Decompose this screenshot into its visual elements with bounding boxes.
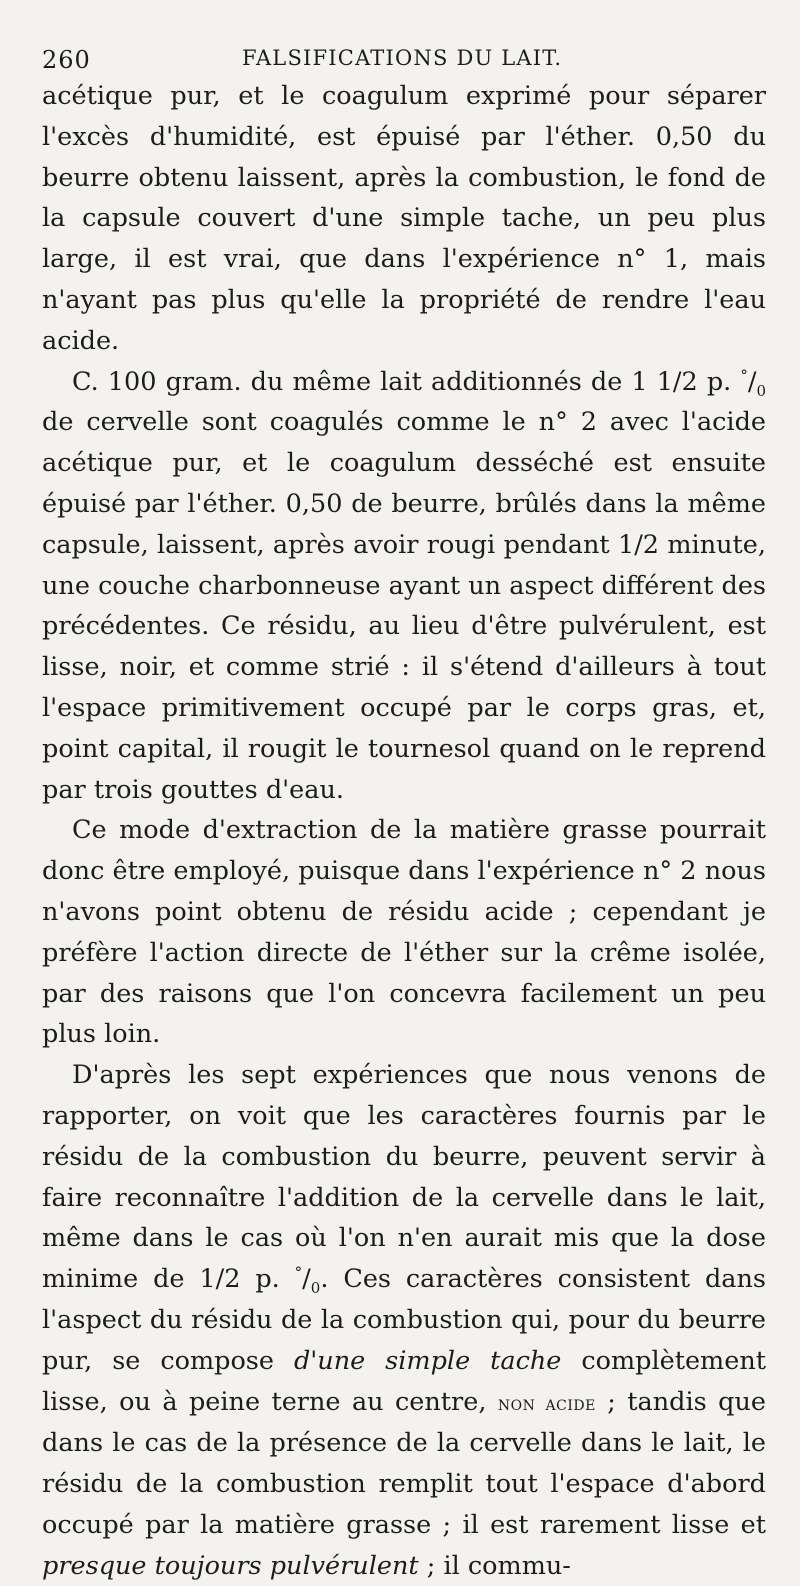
page-number: 260 (42, 46, 91, 74)
paragraph-4-text-d: ; tandis que dans le cas de la présence de la cervelle dans le lait, le résidu de la combustion remplit tout l'espace d'abord occupé par la matière grasse ; il est rarement lisse et (42, 1386, 766, 1540)
paragraph-2: C. 100 gram. du même lait additionnés de 1 1/2 p. $^\circ/_0$ de cervelle sont coagulés comme le n° 2 avec l'acide acétique pur, et le coagulum desséché est ensuite épuisé par l'éther. 0,50 de beurre, brûlés dans la même capsule, laissent, après avoir rougi pendant 1/2 minute, une couche charbonneuse ayant un aspect différent des précédentes. Ce résidu, au lieu d'être pulvérulent, est lisse, noir, et comme strié : il s'étend d'ailleurs à tout l'espace primitivement occupé par le corps gras, et, point capital, il rougit le tournesol quand on le reprend par trois gouttes d'eau. (42, 366, 766, 805)
paragraph-1 (42, 76, 766, 362)
italic-phrase-1: d'une simple tache (293, 1345, 562, 1376)
paragraph-4-text-b: . Ces caractères consistent dans l'aspect du résidu de la combustion qui, pour du beurre pur, se compose (42, 1264, 766, 1376)
paragraph-2-text-b: de cervelle sont coagulés comme le n° 2 avec l'acide acétique pur, et le coagulum desséché est ensuite épuisé par l'éther. 0,50 de beurre, brûlés dans la même capsule, laissent, après avoir rougi pendant 1/2 minute, une couche charbonneuse ayant un aspect différent des précédentes. Ce résidu, au lieu d'être pulvérulent, est lisse, noir, et comme strié : il s'étend d'ailleurs à tout l'espace primitivement occupé par le corps gras, et, point capital, il rougit le tournesol quand on le reprend par trois gouttes d'eau. (42, 407, 766, 805)
paragraph-3-text: Ce mode d'extraction de la matière grasse pourrait donc être employé, puisque dans l'expérience n° 2 nous n'avons point obtenu de résidu acide ; cependant je préfère l'action directe de l'éther sur la crême isolée, par des raisons que l'on concevra facilement un peu plus loin. (42, 815, 766, 1050)
running-title: FALSIFICATIONS DU LAIT. (242, 46, 563, 70)
paragraph-2-text-a: C. 100 gram. du même lait additionnés de 1 1/2 p. (72, 366, 741, 397)
paragraph-4: D'après les sept expériences que nous venons de rapporter, on voit que les caractères fournis par le résidu de la combustion du beurre, peuvent servir à faire reconnaître l'addition de la cervelle dans le lait, même dans le cas où l'on n'en aurait mis que la dose minime de 1/2 p. $^\circ/_0$. Ces caractères consistent dans l'aspect du résidu de la combustion qui, pour du beurre pur, se compose d'une simple tache complètement lisse, ou à peine terne au centre, non acide ; tandis que dans le cas de la présence de la cervelle dans le lait, le résidu de la combustion remplit tout l'espace d'abord occupé par la matière grasse ; il est rarement lisse et presque toujours pulvérulent ; il commu- (42, 1060, 766, 1581)
percent-sign-top-2: ° (294, 1263, 303, 1282)
percent-sign-top: ° (740, 366, 748, 385)
percent-sign-bottom-2: 0 (310, 1279, 321, 1298)
paragraph-4-text-c: complètement lisse, ou à peine terne au centre, (42, 1345, 766, 1417)
paragraph-4-text-e: ; il commu- (418, 1550, 571, 1581)
running-head (42, 40, 766, 76)
percent-sign-bottom: 0 (756, 381, 766, 400)
body-text (42, 76, 766, 1586)
paragraph-3 (42, 810, 766, 1055)
italic-phrase-2: presque toujours pulvérulent (42, 1550, 419, 1581)
small-caps-phrase: non acide (497, 1390, 596, 1415)
paragraph-1-text: acétique pur, et le coagulum exprimé pour séparer l'excès d'humidité, est épuisé par l'éther. 0,50 du beurre obtenu laissent, après la combustion, le fond de la capsule couvert d'une simple tache, un peu plus large, il est vrai, que dans l'expérience n° 1, mais n'ayant pas plus qu'elle la propriété de rendre l'eau acide. (42, 81, 766, 356)
paragraph-4-text-a: D'après les sept expériences que nous venons de rapporter, on voit que les caractères fournis par le résidu de la combustion du beurre, peuvent servir à faire reconnaître l'addition de la cervelle dans le lait, même dans le cas où l'on n'en aurait mis que la dose minime de 1/2 p. (42, 1060, 766, 1295)
